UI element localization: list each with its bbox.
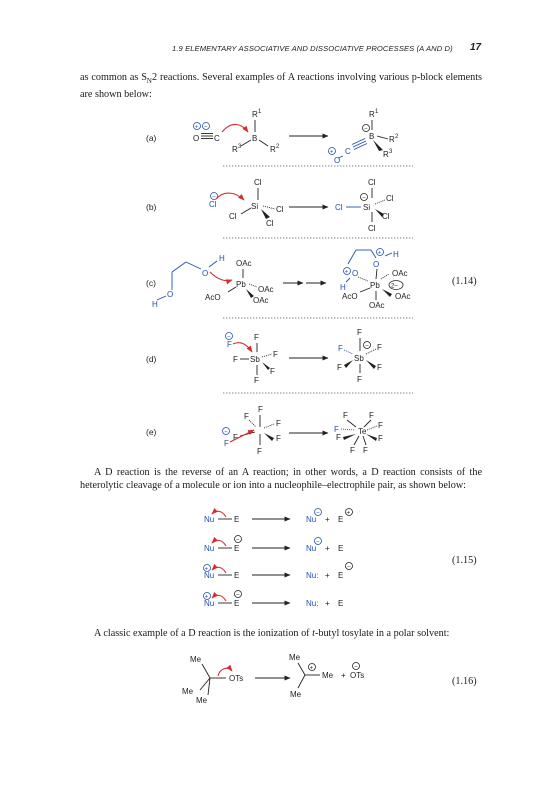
- svg-text:−: −: [224, 429, 228, 436]
- svg-text:+: +: [325, 515, 330, 524]
- svg-text:Cl: Cl: [229, 212, 237, 221]
- svg-text:Sb: Sb: [354, 354, 364, 363]
- svg-text:+: +: [325, 544, 330, 553]
- svg-text:Me: Me: [190, 655, 202, 664]
- svg-text:+: +: [344, 269, 349, 276]
- svg-text:OAc: OAc: [395, 292, 411, 301]
- svg-text:OAc: OAc: [392, 269, 408, 278]
- svg-text:OAc: OAc: [253, 296, 269, 305]
- svg-text:F: F: [377, 343, 382, 352]
- svg-text:Nu:: Nu:: [306, 571, 319, 580]
- svg-text:E: E: [338, 515, 344, 524]
- svg-text:3: 3: [238, 144, 242, 150]
- svg-text:F: F: [276, 419, 281, 428]
- svg-text:−: −: [364, 126, 368, 133]
- svg-text:F: F: [244, 412, 249, 421]
- svg-text:F: F: [227, 340, 232, 349]
- svg-text:F: F: [254, 376, 259, 385]
- svg-text:Nu: Nu: [204, 571, 215, 580]
- svg-text:Si: Si: [251, 202, 259, 211]
- label-c: (c): [146, 278, 156, 288]
- svg-text:F: F: [224, 439, 229, 448]
- tbutyl-tosylate: [182, 655, 243, 705]
- svg-text:R: R: [270, 145, 276, 154]
- svg-text:−: −: [354, 664, 358, 671]
- svg-text:Cl: Cl: [382, 212, 390, 221]
- label-d: (d): [146, 354, 157, 364]
- svg-text:E: E: [338, 544, 344, 553]
- svg-text:Cl: Cl: [386, 194, 394, 203]
- svg-text:Pb: Pb: [236, 280, 246, 289]
- running-head: 1.9 ELEMENTARY ASSOCIATIVE AND DISSOCIATIVE PROCESSES (A AND D): [172, 44, 453, 53]
- svg-text:F: F: [337, 363, 342, 372]
- svg-text:−: −: [212, 194, 216, 201]
- svg-text:O: O: [202, 269, 209, 278]
- svg-text:−: −: [316, 510, 320, 517]
- svg-text:+: +: [377, 250, 382, 257]
- svg-text:OAc: OAc: [258, 285, 274, 294]
- svg-text:F: F: [273, 350, 278, 359]
- svg-text:Si: Si: [363, 203, 371, 212]
- svg-text:B: B: [252, 134, 258, 143]
- svg-text:E: E: [338, 599, 344, 608]
- svg-text:E: E: [234, 544, 240, 553]
- svg-text:+: +: [325, 599, 330, 608]
- svg-text:1: 1: [375, 109, 379, 115]
- svg-text:O: O: [167, 290, 174, 299]
- svg-text:1: 1: [258, 109, 262, 115]
- svg-text:Me: Me: [182, 687, 194, 696]
- svg-text:Cl: Cl: [276, 205, 284, 214]
- svg-text:R: R: [369, 110, 375, 119]
- svg-text:Cl: Cl: [368, 178, 376, 187]
- svg-text:F: F: [336, 433, 341, 442]
- svg-text:F: F: [377, 363, 382, 372]
- svg-text:R: R: [232, 145, 238, 154]
- svg-text:−: −: [227, 334, 231, 341]
- svg-text:AcO: AcO: [342, 292, 358, 301]
- svg-text:Cl: Cl: [254, 178, 262, 187]
- svg-text:F: F: [378, 421, 383, 430]
- page-number: 17: [470, 42, 482, 53]
- svg-text:B: B: [369, 132, 375, 141]
- svg-text:OTs: OTs: [350, 671, 365, 680]
- svg-text:Cl: Cl: [335, 203, 343, 212]
- svg-text:3: 3: [389, 149, 393, 155]
- svg-text:−: −: [365, 343, 369, 350]
- svg-text:+: +: [309, 665, 314, 672]
- svg-text:Nu: Nu: [306, 515, 317, 524]
- classic-example-paragraph: A classic example of a D reaction is the ionization of t-butyl tosylate in a polar solvent:: [94, 628, 450, 639]
- svg-text:H: H: [340, 283, 346, 292]
- svg-text:F: F: [343, 411, 348, 420]
- svg-text:E: E: [234, 599, 240, 608]
- svg-text:E: E: [234, 571, 240, 580]
- svg-text:−: −: [204, 124, 208, 131]
- svg-text:+: +: [341, 671, 346, 680]
- svg-text:H: H: [393, 250, 399, 259]
- svg-text:+: +: [194, 124, 199, 131]
- svg-text:−: −: [236, 592, 240, 599]
- svg-text:2: 2: [276, 144, 280, 150]
- svg-text:Nu:: Nu:: [306, 599, 319, 608]
- svg-text:R: R: [389, 135, 395, 144]
- svg-text:Nu: Nu: [204, 599, 215, 608]
- svg-text:F: F: [276, 434, 281, 443]
- svg-text:+: +: [325, 571, 330, 580]
- svg-text:O: O: [373, 260, 380, 269]
- svg-text:H: H: [219, 254, 225, 263]
- d-reaction-paragraph: A D reaction is the reverse of an A reaction; in other words, a D reaction consists of the heterolytic cleavage of a molecule or ion into a nucleophile–electrophile pair, as shown below:: [80, 467, 482, 491]
- svg-text:Te: Te: [358, 427, 367, 436]
- svg-text:H: H: [152, 300, 158, 309]
- svg-text:C: C: [214, 134, 220, 143]
- svg-text:Cl: Cl: [368, 224, 376, 233]
- svg-text:−: −: [362, 195, 366, 202]
- svg-text:O: O: [193, 134, 200, 143]
- svg-text:R: R: [383, 150, 389, 159]
- svg-text:OAc: OAc: [236, 259, 252, 268]
- svg-text:F: F: [270, 367, 275, 376]
- svg-text:Nu: Nu: [306, 544, 317, 553]
- svg-text:+: +: [204, 594, 209, 601]
- label-a: (a): [146, 133, 157, 143]
- svg-text:Cl: Cl: [209, 200, 217, 209]
- svg-text:+: +: [346, 510, 351, 517]
- label-b: (b): [146, 202, 157, 212]
- svg-text:F: F: [369, 411, 374, 420]
- svg-text:Sb: Sb: [250, 355, 260, 364]
- svg-text:+: +: [204, 566, 209, 573]
- svg-text:OTs: OTs: [229, 674, 244, 683]
- svg-text:F: F: [258, 405, 263, 414]
- svg-text:OAc: OAc: [369, 301, 385, 310]
- svg-text:F: F: [357, 375, 362, 384]
- svg-text:Nu: Nu: [204, 515, 215, 524]
- svg-text:C: C: [345, 147, 351, 156]
- svg-text:F: F: [350, 446, 355, 455]
- svg-text:O: O: [334, 156, 341, 165]
- svg-text:Pb: Pb: [370, 281, 380, 290]
- svg-text:E: E: [338, 571, 344, 580]
- equation-number-1-16: (1.16): [452, 676, 477, 687]
- svg-text:Me: Me: [289, 653, 301, 662]
- svg-text:F: F: [334, 425, 339, 434]
- equation-number-1-15: (1.15): [452, 555, 477, 566]
- svg-text:Nu: Nu: [204, 544, 215, 553]
- svg-text:Me: Me: [196, 696, 208, 705]
- svg-text:F: F: [378, 434, 383, 443]
- svg-text:−: −: [316, 539, 320, 546]
- svg-text:F: F: [338, 344, 343, 353]
- svg-text:O: O: [352, 269, 359, 278]
- equation-number-1-14: (1.14): [452, 276, 477, 287]
- svg-text:+: +: [329, 149, 334, 156]
- svg-text:F: F: [254, 333, 259, 342]
- svg-text:F: F: [357, 328, 362, 337]
- svg-text:F: F: [233, 433, 238, 442]
- svg-text:F: F: [257, 447, 262, 456]
- label-e: (e): [146, 427, 157, 437]
- svg-text:2–: 2–: [391, 283, 398, 290]
- svg-text:Me: Me: [322, 671, 334, 680]
- svg-text:2: 2: [395, 134, 399, 140]
- svg-text:−: −: [347, 564, 351, 571]
- svg-text:F: F: [363, 446, 368, 455]
- svg-text:Me: Me: [290, 690, 302, 699]
- svg-text:Cl: Cl: [266, 219, 274, 228]
- svg-text:−: −: [236, 537, 240, 544]
- tbutyl-cation: [289, 653, 334, 699]
- svg-text:AcO: AcO: [205, 293, 221, 302]
- svg-text:R: R: [252, 110, 258, 119]
- intro-paragraph: as common as $S_N2$ reactions. Several examples of A reactions involving various p-block elements are shown below:: [80, 72, 483, 101]
- svg-text:E: E: [234, 515, 240, 524]
- svg-text:F: F: [233, 355, 238, 364]
